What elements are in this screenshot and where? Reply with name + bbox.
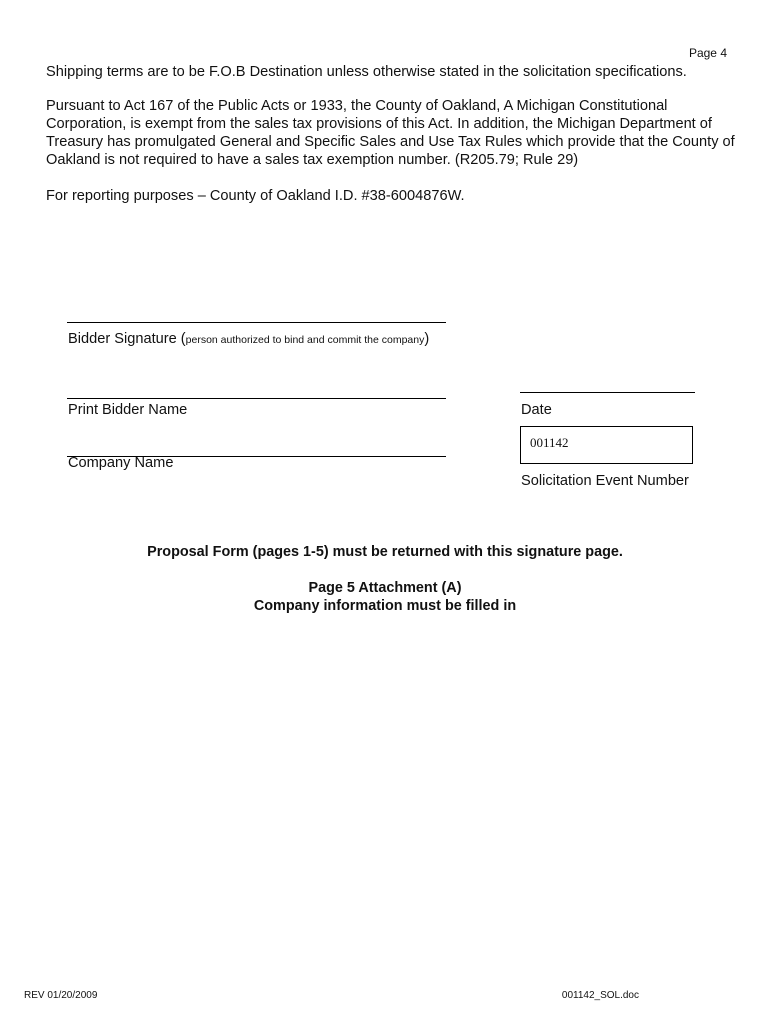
date-label: Date <box>521 402 552 418</box>
bidder-signature-label <box>68 331 429 347</box>
bidder-signature-label-text: Bidder Signature ( <box>68 331 186 347</box>
attachment-title: Page 5 Attachment (A) <box>308 580 462 596</box>
tax-exemption-paragraph: Pursuant to Act 167 of the Public Acts or 1933, the County of Oakland, A Michigan Constitutional Corporation, is exempt from the sales tax provisions of this Act. In addition, the Michigan Department of Treasury has promulgated General and Specific Sales and Use Tax Rules which provide that the County of Oakland is not required to have a sales tax exemption number. (R205.79; Rule 29) <box>46 98 735 168</box>
bidder-signature-line <box>67 322 446 323</box>
attachment-note: Company information must be filled in <box>253 598 517 614</box>
bidder-signature-note: person authorized to bind and commit the company <box>185 334 425 346</box>
print-bidder-name-label: Print Bidder Name <box>68 402 188 418</box>
proposal-form-instruction: Proposal Form (pages 1-5) must be returned with this signature page. <box>147 544 623 560</box>
footer-filename: 001142_SOL.doc <box>561 990 639 1001</box>
shipping-terms-paragraph: Shipping terms are to be F.O.B Destination unless otherwise stated in the solicitation specifications. <box>46 64 687 80</box>
solicitation-event-label: Solicitation Event Number <box>521 473 689 489</box>
date-line <box>520 392 695 393</box>
page-number: Page 4 <box>688 46 727 60</box>
reporting-id-paragraph: For reporting purposes – County of Oakland I.D. #38-6004876W. <box>46 188 465 204</box>
footer-revision: REV 01/20/2009 <box>24 990 98 1001</box>
bidder-signature-close: ) <box>424 331 430 347</box>
solicitation-number-box: 001142 <box>520 426 693 464</box>
print-bidder-name-line <box>67 398 446 399</box>
company-name-label: Company Name <box>68 455 174 471</box>
